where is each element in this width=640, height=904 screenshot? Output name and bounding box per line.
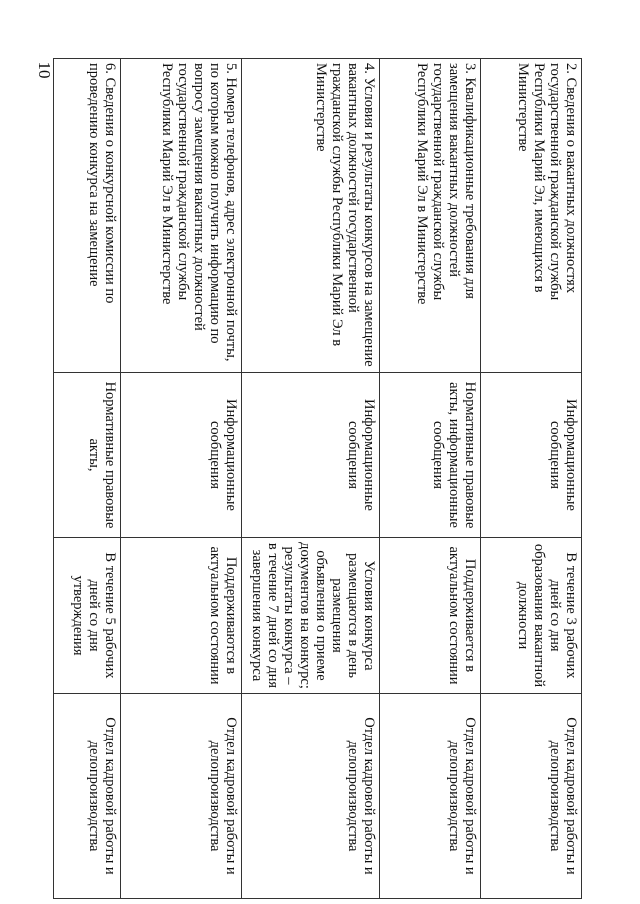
cell-responsible: Отдел кадровой работы и делопроизводства	[54, 694, 121, 899]
cell-responsible: Отдел кадровой работы и делопроизводства	[121, 694, 242, 899]
rotated-table-container	[70, 58, 582, 898]
table-row	[481, 59, 582, 899]
cell-responsible: Отдел кадровой работы и делопроизводства	[242, 694, 380, 899]
page-number: 10	[35, 61, 54, 79]
cell-item: 3. Квалификационные требования для замещения вакантных должностей государственной гражданской службы Республики Марий Эл в Министерстве	[380, 59, 481, 373]
table-row	[242, 59, 380, 899]
cell-responsible: Отдел кадровой работы и делопроизводства	[481, 694, 582, 899]
cell-type: Информационные сообщения	[481, 373, 582, 538]
cell-type: Информационные сообщения	[242, 373, 380, 538]
table-row	[54, 59, 121, 899]
cell-item: 6. Сведения о конкурсной комиссии по проведению конкурса на замещение	[54, 59, 121, 373]
cell-item: 2. Сведения о вакантных должностях государственной гражданской службы Республики Марий Эл, имеющихся в Министерстве	[481, 59, 582, 373]
cell-deadline: Поддерживается в актуальном состоянии	[380, 538, 481, 694]
table-row	[121, 59, 242, 899]
cell-item: 5. Номера телефонов, адрес электронной почты, по которым можно получить информацию по вопросу замещения вакантных должностей государственной гражданской службы Республики Марий Эл в Министерстве	[121, 59, 242, 373]
cell-item: 4. Условия и результаты конкурсов на замещение вакантных должностей государственной гражданской службы Республики Марий Эл в Министерстве	[242, 59, 380, 373]
information-table	[53, 58, 582, 899]
cell-type: Нормативные правовые акты, информационные сообщения	[380, 373, 481, 538]
cell-type: Нормативные правовые акты,	[54, 373, 121, 538]
cell-responsible: Отдел кадровой работы и делопроизводства	[380, 694, 481, 899]
cell-deadline: Поддерживаются в актуальном состоянии	[121, 538, 242, 694]
cell-deadline: В течение 3 рабочих дней со дня образования вакантной должности	[481, 538, 582, 694]
cell-type: Информационные сообщения	[121, 373, 242, 538]
cell-deadline: Условия конкурса размещаются в день размещения объявления о приеме документов на конкурс; результаты конкурса – в течение 7 дней со дня завершения конкурса	[242, 538, 380, 694]
cell-deadline: В течение 5 рабочих дней со дня утверждения	[54, 538, 121, 694]
table-row	[380, 59, 481, 899]
